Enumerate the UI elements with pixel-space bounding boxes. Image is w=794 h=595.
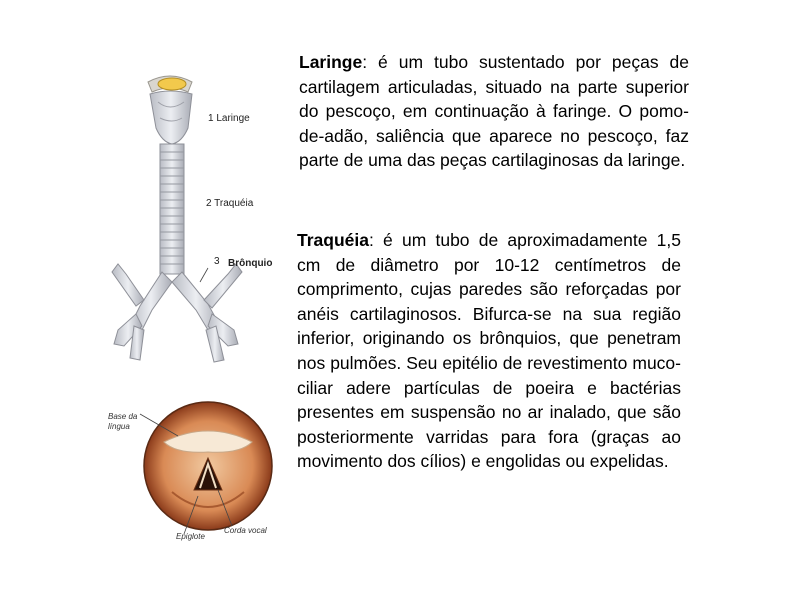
label-traqueia: 2 Traquéia	[206, 198, 254, 209]
larynx-view-illustration	[100, 392, 285, 550]
laringe-body: : é um tubo sustentado por peças de cartilagem articuladas, situado na parte superior do pescoço, em continuação à faringe. O pomo-de-adão, saliência que aparece no pescoço, faz parte de uma das peças cartilaginosas da laringe.	[299, 52, 689, 171]
trachea-illustration	[100, 68, 285, 378]
laringe-term: Laringe	[299, 52, 363, 72]
label-bronquio: Brônquio	[228, 258, 273, 269]
traqueia-paragraph	[297, 228, 681, 474]
label-base-lingua: Base da língua	[108, 412, 138, 431]
traqueia-term: Traquéia	[297, 230, 369, 250]
trachea-drawing	[100, 68, 285, 378]
traqueia-body: : é um tubo de aproximadamente 1,5 cm de diâmetro por 10-12 centímetros de comprimento, cujas paredes são reforçadas por anéis cartilaginosos. Bifurca-se na sua região inferior, originando os brônquios, que penetram nos pulmões. Seu epitélio de revestimento muco-ciliar adere partículas de poeira e bactérias presentes em suspensão no ar inalado, que são posteriormente varridas para fora (graças ao movimento dos cílios) e engolidas ou expelidas.	[297, 230, 681, 472]
laringe-paragraph	[299, 50, 689, 173]
label-laringe: 1 Laringe	[208, 113, 250, 124]
label-bronquio-number: 3	[214, 256, 220, 267]
label-epiglote: Epiglote	[176, 532, 205, 541]
label-corda-vocal: Corda vocal	[224, 526, 267, 535]
